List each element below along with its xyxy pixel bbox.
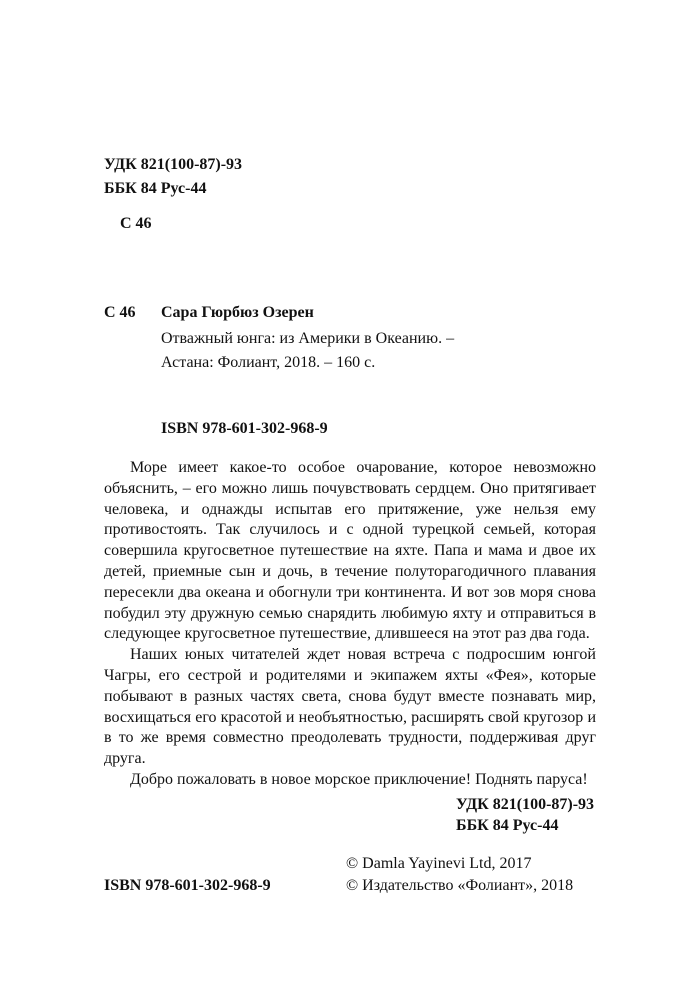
bbk-code-top: ББК 84 Рус-44: [104, 180, 207, 197]
author-name: Сара Гюрбюз Озерен: [161, 304, 314, 321]
book-title-line: Отважный юнга: из Америки в Океанию. –: [161, 330, 455, 347]
bbk-code-bottom: ББК 84 Рус-44: [456, 817, 559, 834]
udk-code-top: УДК 821(100-87)-93: [104, 156, 243, 173]
publisher-line: Астана: Фолиант, 2018. – 160 с.: [161, 354, 376, 371]
author-mark-top: С 46: [120, 215, 152, 232]
annotation-paragraph: Море имеет какое-то особое очарование, которое невозможно объяснить, – его можно лишь почувствовать сердцем. Оно притягивает человека, и однажды испытав его притяжение, уже нельзя ему противостоять. Так случилось и с одной турецкой семьей, которая совершила кругосветное путешествие на яхте. Папа и мама и двое их детей, приемные сын и дочь, в течение полуторагодичного плавания пересекли два океана и обогнули три континента. И вот зов моря снова побудил эту дружную семью снарядить любимую яхту и отправиться в следующее кругосветное путешествие, длившееся на этот раз два года.: [104, 459, 596, 643]
udk-code-bottom: УДК 821(100-87)-93: [456, 796, 595, 813]
isbn-bottom: ISBN 978-601-302-968-9: [104, 877, 271, 894]
isbn-top: ISBN 978-601-302-968-9: [161, 420, 328, 437]
annotation-paragraph: Наших юных читателей ждет новая встреча с подросшим юнгой Чагры, его сестрой и родителями и экипажем яхты «Фея», которые побывают в разных частях света, снова будут вместе познавать мир, восхищаться его красотой и необъятностью, расширять свой кругозор и в то же время совместно преодолевать трудности, поддерживая друг друга.: [104, 646, 596, 768]
copyright-original: © Damla Yayinevi Ltd, 2017: [346, 855, 532, 872]
annotation: [104, 458, 596, 791]
annotation-paragraph: Добро пожаловать в новое морское приключение! Поднять паруса!: [130, 770, 588, 788]
author-mark: С 46: [104, 304, 136, 321]
copyright-publisher: © Издательство «Фолиант», 2018: [346, 877, 574, 894]
